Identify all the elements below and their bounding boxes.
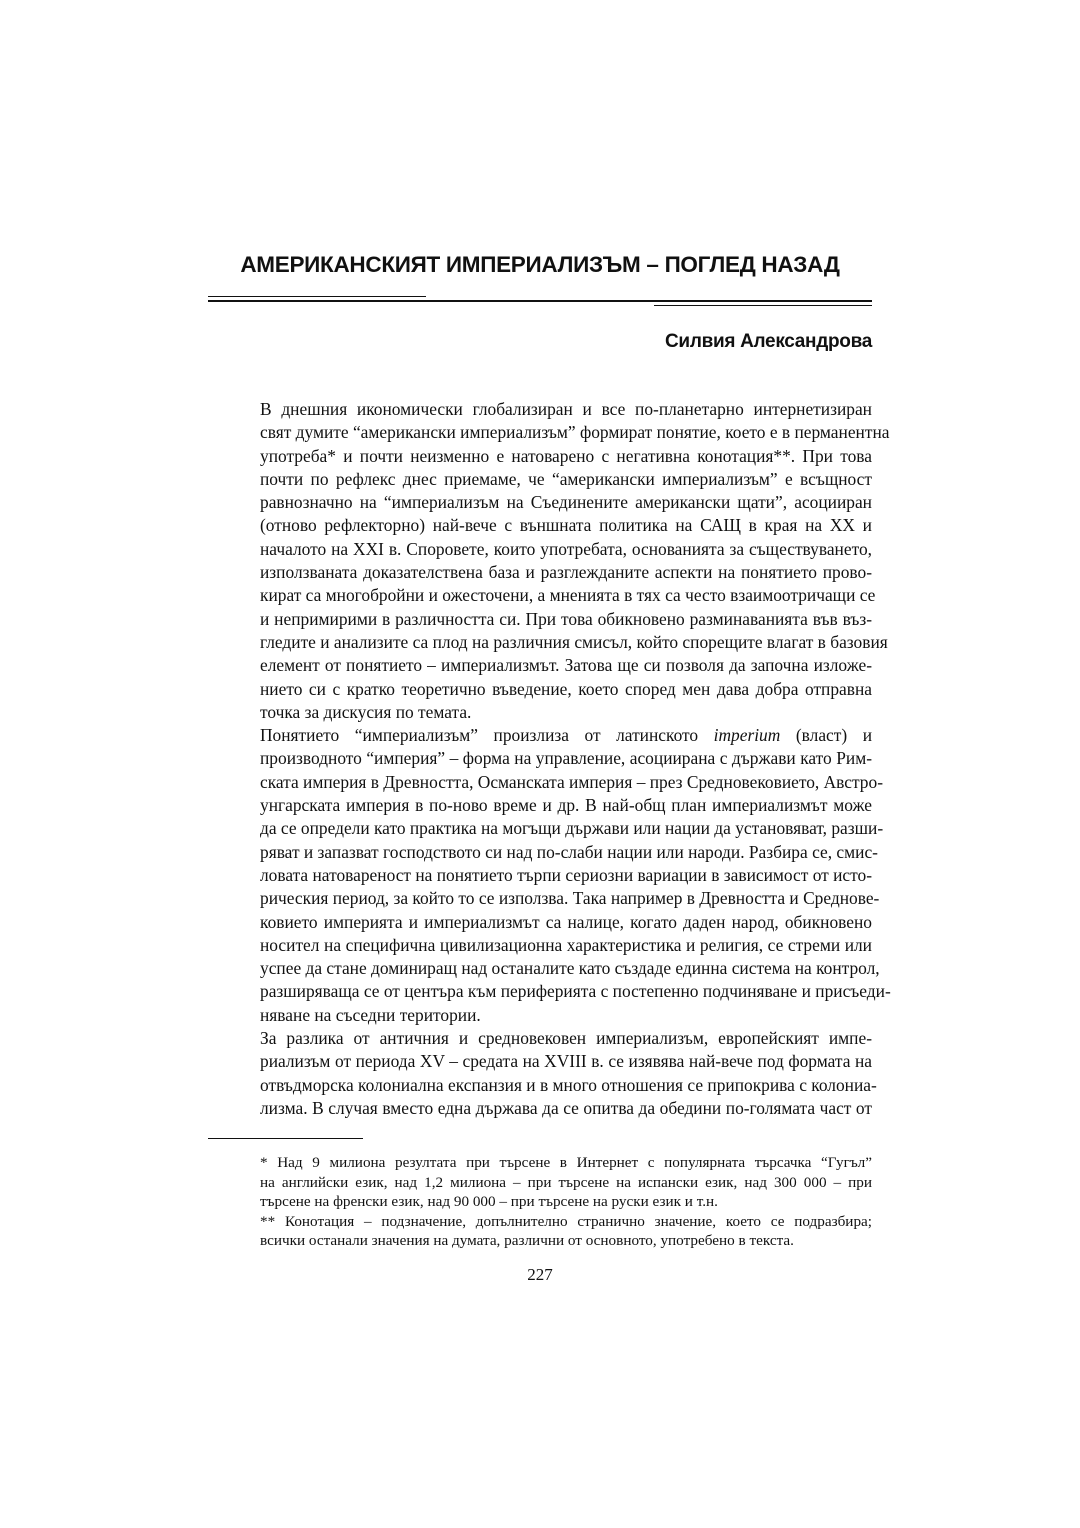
paragraph-3: [208, 1027, 877, 1120]
text-line: отвъдморска колониална експанзия и в много отношения се припокрива с колониа-: [260, 1074, 877, 1095]
footnote-rule: [208, 1138, 363, 1139]
text-line: успее да стане доминиращ над останалите като създаде единна система на контрол,: [260, 958, 880, 979]
text-line: В днешния икономически глобализиран и все по-планетарно интернетизиран: [260, 399, 872, 419]
text-run: Понятието “империализъм” произлиза от латинското: [260, 725, 714, 746]
paragraph-1: [208, 398, 890, 724]
footnote-line: търсене на френски език, над 90 000 – при търсене на руски език и т.н.: [260, 1193, 718, 1211]
text-line: да се определи като практика на могъщи държави или нации да установяват, разши-: [260, 818, 884, 839]
text-line: няване на съседни територии.: [260, 1004, 481, 1025]
title-rule-left-top: [208, 296, 426, 297]
text-line: (отново рефлекторно) най-вече с външната политика на САЩ в края на XX и: [260, 515, 872, 536]
text-line: използваната доказателствена база и разглежданите аспекти на понятието прово-: [260, 562, 872, 583]
page-number: 227: [527, 1265, 553, 1284]
text-line: елемент от понятието – империализмът. Затова ще си позволя да започна изложе-: [260, 655, 872, 676]
text-line: носител на специфична цивилизационна характеристика и религия, се стреми или: [260, 934, 872, 955]
text-line: ковието империята и империализмът са налице, когато даден народ, обикновено: [260, 911, 872, 932]
text-line: и непримирими в различността си. При това обикновено разминаванията във въз-: [260, 608, 872, 629]
text-line: нието си с кратко теоретично въведение, което според мен дава добра отправна: [260, 678, 872, 699]
footnote-2: [208, 1212, 872, 1251]
text-run: (власт) и: [780, 725, 872, 746]
text-line: ряват и запазват господството си над по-слаби нации или народи. Разбира се, смис-: [260, 841, 878, 862]
text-line: риализъм от периода XV – средата на XVIII в. се изявява най-вече под формата на: [260, 1051, 872, 1072]
footnote-line: на английски език, над 1,2 милиона – при търсене на испански език, над 300 000 – при: [260, 1173, 872, 1191]
footnote-line: * Над 9 милиона резултата при търсене в Интернет с популярната търсачка “Гугъл”: [260, 1154, 872, 1171]
title-rule-full: [208, 300, 872, 302]
title-rule-right-bottom: [654, 305, 872, 306]
paragraph-2: [208, 724, 891, 1027]
text-line: рическия период, за който то се използва. Така например в Древността и Среднове-: [260, 888, 880, 909]
text-line: За разлика от античния и средновековен империализъм, европейският импе-: [260, 1028, 872, 1049]
author-name: Силвия Александрова: [665, 331, 872, 352]
text-line: ската империя в Древността, Османската империя – през Средновековието, Австро-: [260, 771, 883, 792]
text-line: производното “империя” – форма на управление, асоциирана с държави като Рим-: [260, 748, 872, 769]
text-line: свят думите “американски империализъм” формират понятие, което е в перманентна: [260, 422, 890, 443]
article-title: АМЕРИКАНСКИЯТ ИМПЕРИАЛИЗЪМ – ПОГЛЕД НАЗАД: [240, 252, 840, 277]
footnote-line: всички останали значения на думата, различни от основното, употребено в текста.: [260, 1232, 794, 1250]
article-body: [208, 398, 891, 1120]
text-line: [208, 724, 872, 747]
text-line: почти по рефлекс днес приемаме, че “американски империализъм” е всъщност: [260, 468, 872, 489]
text-line: лизма. В случая вместо една държава да се опитва да обедини по-голямата част от: [260, 1097, 872, 1118]
footnotes: [208, 1153, 872, 1251]
latin-term: imperium: [713, 725, 781, 746]
text-line: ловата натовареност на понятието търпи сериозни вариации в зависимост от исто-: [260, 864, 872, 885]
text-line: равнозначно на “империализъм на Съединените американски щати”, асоцииран: [260, 492, 872, 513]
text-line: кират са многобройни и ожесточени, а мненията в тях са често взаимоотричащи се: [260, 585, 876, 606]
text-line: точка за дискусия по темата.: [260, 701, 472, 722]
text-line: унгарската империя в по-ново време и др. В най-общ план империализмът може: [260, 795, 872, 816]
text-line: началото на XXI в. Споровете, които употребата, основанията за съществуването,: [260, 538, 872, 559]
text-line: употреба* и почти неизменно е натоварено с негативна конотация**. При това: [260, 445, 872, 466]
text-line: разширяваща се от центъра към периферията с постепенно подчиняване и присъеди-: [260, 981, 891, 1002]
footnote-line: ** Конотация – подзначение, допълнително странично значение, което се подразбира;: [260, 1212, 872, 1230]
footnote-1: [208, 1153, 872, 1212]
text-line: гледите и анализите са плод на различния смисъл, който спорещите влагат в базовия: [260, 631, 888, 652]
